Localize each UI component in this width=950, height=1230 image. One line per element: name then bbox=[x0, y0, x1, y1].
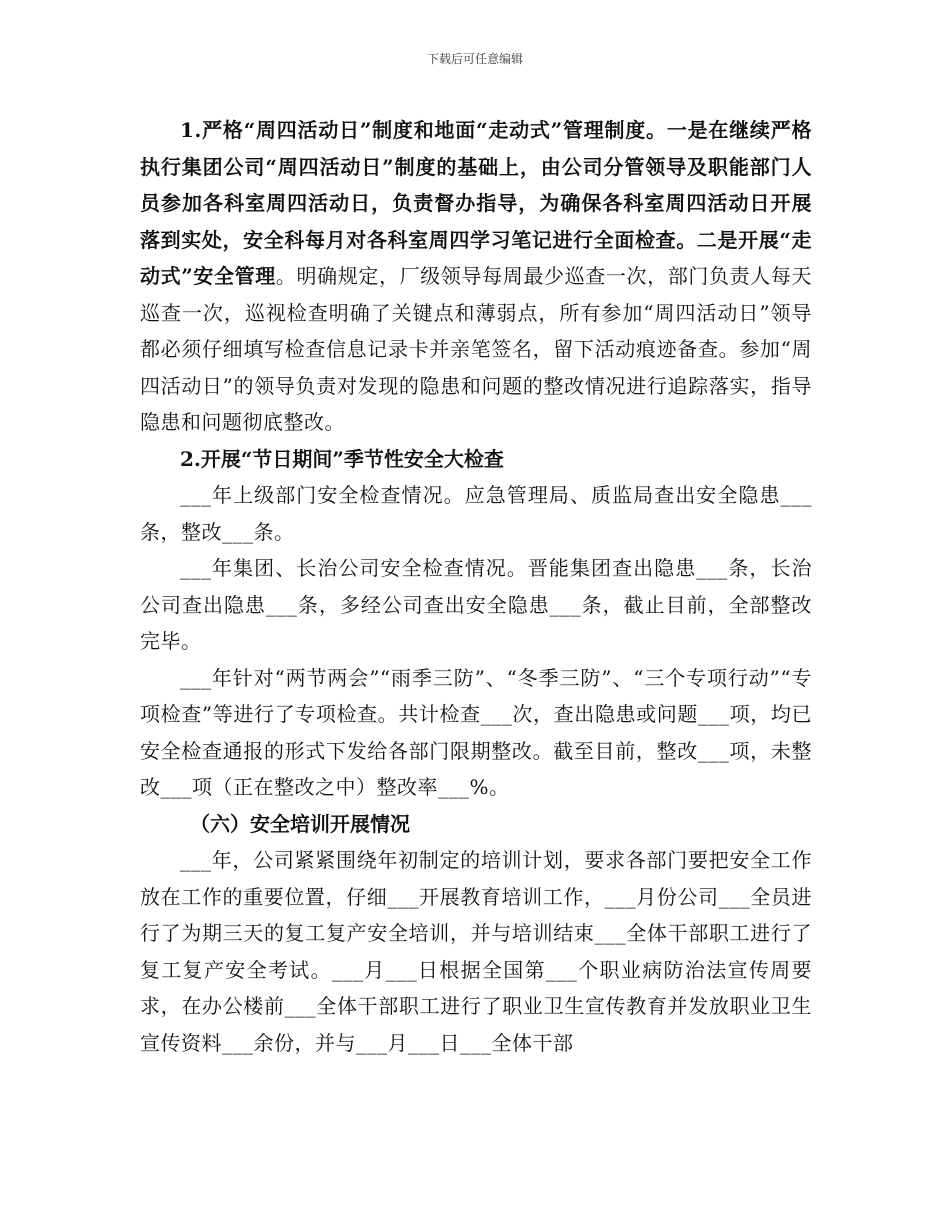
paragraph-superior-inspection: ___年上级部门安全检查情况。应急管理局、质监局查出安全隐患___条，整改___条。 bbox=[140, 483, 812, 544]
paragraph-training: ___年，公司紧紧围绕年初制定的培训计划，要求各部门要把安全工作放在工作的重要位置，仔细___开展教育培训工作，___月份公司___全员进行了为期三天的复工复产安全培训，并与培训结束___全体干部职工进行了复工复产安全考试。___月___日根据全国第___个职业病防治法宣传周要求，在办公楼前___全体干部职工进行了职业卫生宣传教育并发放职业卫生宣传资料___余份，并与___月___日___全体干部 bbox=[140, 848, 812, 1055]
paragraph-bold-lead: 1.严格“周四活动日”制度和地面“走动式”管理制度。一是在继续严格执行集团公司“周四活动日”制度的基础上，由公司分管领导及职能部门人员参加各科室周四活动日，负责督办指导，为确保各科室周四活动日开展落到实处，安全科每月对各科室周四学习笔记进行全面检查。二是开展“走动式”安全管理 bbox=[140, 118, 812, 288]
heading-safety-training: （六）安全培训开展情况 bbox=[190, 811, 410, 836]
paragraph-special-inspection: ___年针对“两节两会”“雨季三防”、“冬季三防”、“三个专项行动”“专项检查”等进行了专项检查。共计检查___次，查出隐患或问题___项，均已安全检查通报的形式下发给各部门限期整改。截至目前，整改___项，未整改___项（正在整改之中）整改率___%。 bbox=[140, 665, 812, 799]
paragraph-activity-day bbox=[140, 112, 812, 441]
document-body bbox=[140, 112, 812, 1061]
paragraph-body: 。明确规定，厂级领导每周最少巡查一次，部门负责人每天巡查一次，巡视检查明确了关键点和薄弱点，所有参加“周四活动日”领导都必须仔细填写检查信息记录卡并亲笔签名，留下活动痕迹备查。参加“周四活动日”的领导负责对发现的隐患和问题的整改情况进行追踪落实，指导隐患和问题彻底整改。 bbox=[140, 264, 813, 434]
page-header: 下载后可任意编辑 bbox=[426, 52, 523, 66]
paragraph-group-inspection: ___年集团、长治公司安全检查情况。晋能集团查出隐患___条，长治公司查出隐患___条，多经公司查出安全隐患___条，截止目前，全部整改完毕。 bbox=[140, 556, 812, 653]
heading-holiday-inspection: 2.开展“节日期间”季节性安全大检查 bbox=[180, 446, 504, 471]
